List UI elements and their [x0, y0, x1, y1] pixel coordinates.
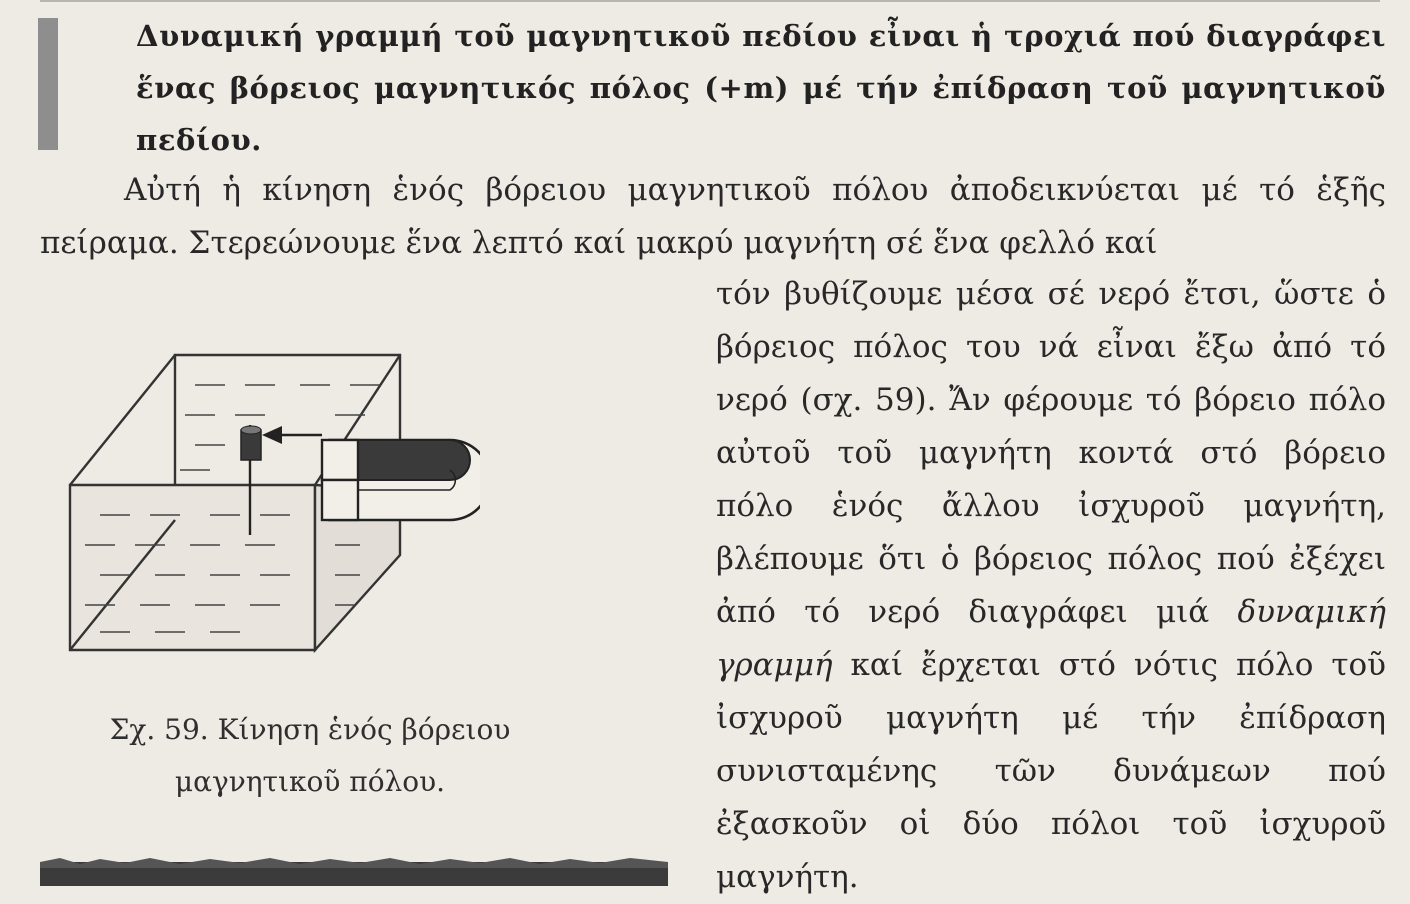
- figure-caption: [40, 704, 580, 808]
- caption-line-2: μαγνητικοῦ πόλου.: [174, 765, 446, 798]
- experiment-text-end: καί ἔρχεται στό νότις πόλο τοῦ ἰσχυροῦ μαγνήτη μέ τήν ἐπίδραση συνισταμένης τῶν δυνάμεων πού ἐξασκοῦν οἱ δύο πόλοι τοῦ ἰσχυροῦ μαγνήτη.: [716, 647, 1386, 895]
- caption-line-1: Σχ. 59. Κίνηση ἑνός βόρειου: [109, 713, 511, 746]
- motion-arrow: [262, 426, 322, 444]
- figure-59-illustration: [60, 340, 480, 670]
- tank-front-face: [70, 485, 315, 650]
- horseshoe-magnet: [322, 440, 480, 520]
- experiment-paragraph: [716, 268, 1386, 904]
- intro-paragraph: Αὐτή ἡ κίνηση ἑνός βόρειου μαγνητικοῦ πόλου ἀποδεικνύεται μέ τό ἑξῆς πείραμα. Στερεώνουμε ἕνα λεπτό καί μακρύ μαγνήτη σέ ἕνα φελλό καί: [40, 172, 1386, 261]
- next-figure-edge: [40, 858, 668, 886]
- top-rule: [40, 0, 1380, 8]
- experiment-text-italic: δυναμική γραμμή: [716, 594, 1386, 683]
- definition-paragraph: Δυναμική γραμμή τοῦ μαγνητικοῦ πεδίου εἶναι ἡ τροχιά πού διαγράφει ἕνας βόρειος μαγνητικός πόλος (+m) μέ τήν ἐπίδραση τοῦ μαγνητικοῦ πεδίου.: [136, 19, 1386, 157]
- experiment-text-start: τόν βυθίζουμε μέσα σέ νερό ἔτσι, ὥστε ὁ βόρειος πόλος του νά εἶναι ἔξω ἀπό τό νερό (σχ. 59). Ἄν φέρουμε τό βόρειο πόλο αὐτοῦ τοῦ μαγνήτη κοντά στό βόρειο πόλο ἑνός ἄλλου ἰσχυροῦ μαγνήτη, βλέπουμε ὅτι ὁ βόρειος πόλος πού ἐξέχει ἀπό τό νερό διαγράφει μιά: [716, 276, 1386, 630]
- definition-margin-bar: [38, 18, 58, 150]
